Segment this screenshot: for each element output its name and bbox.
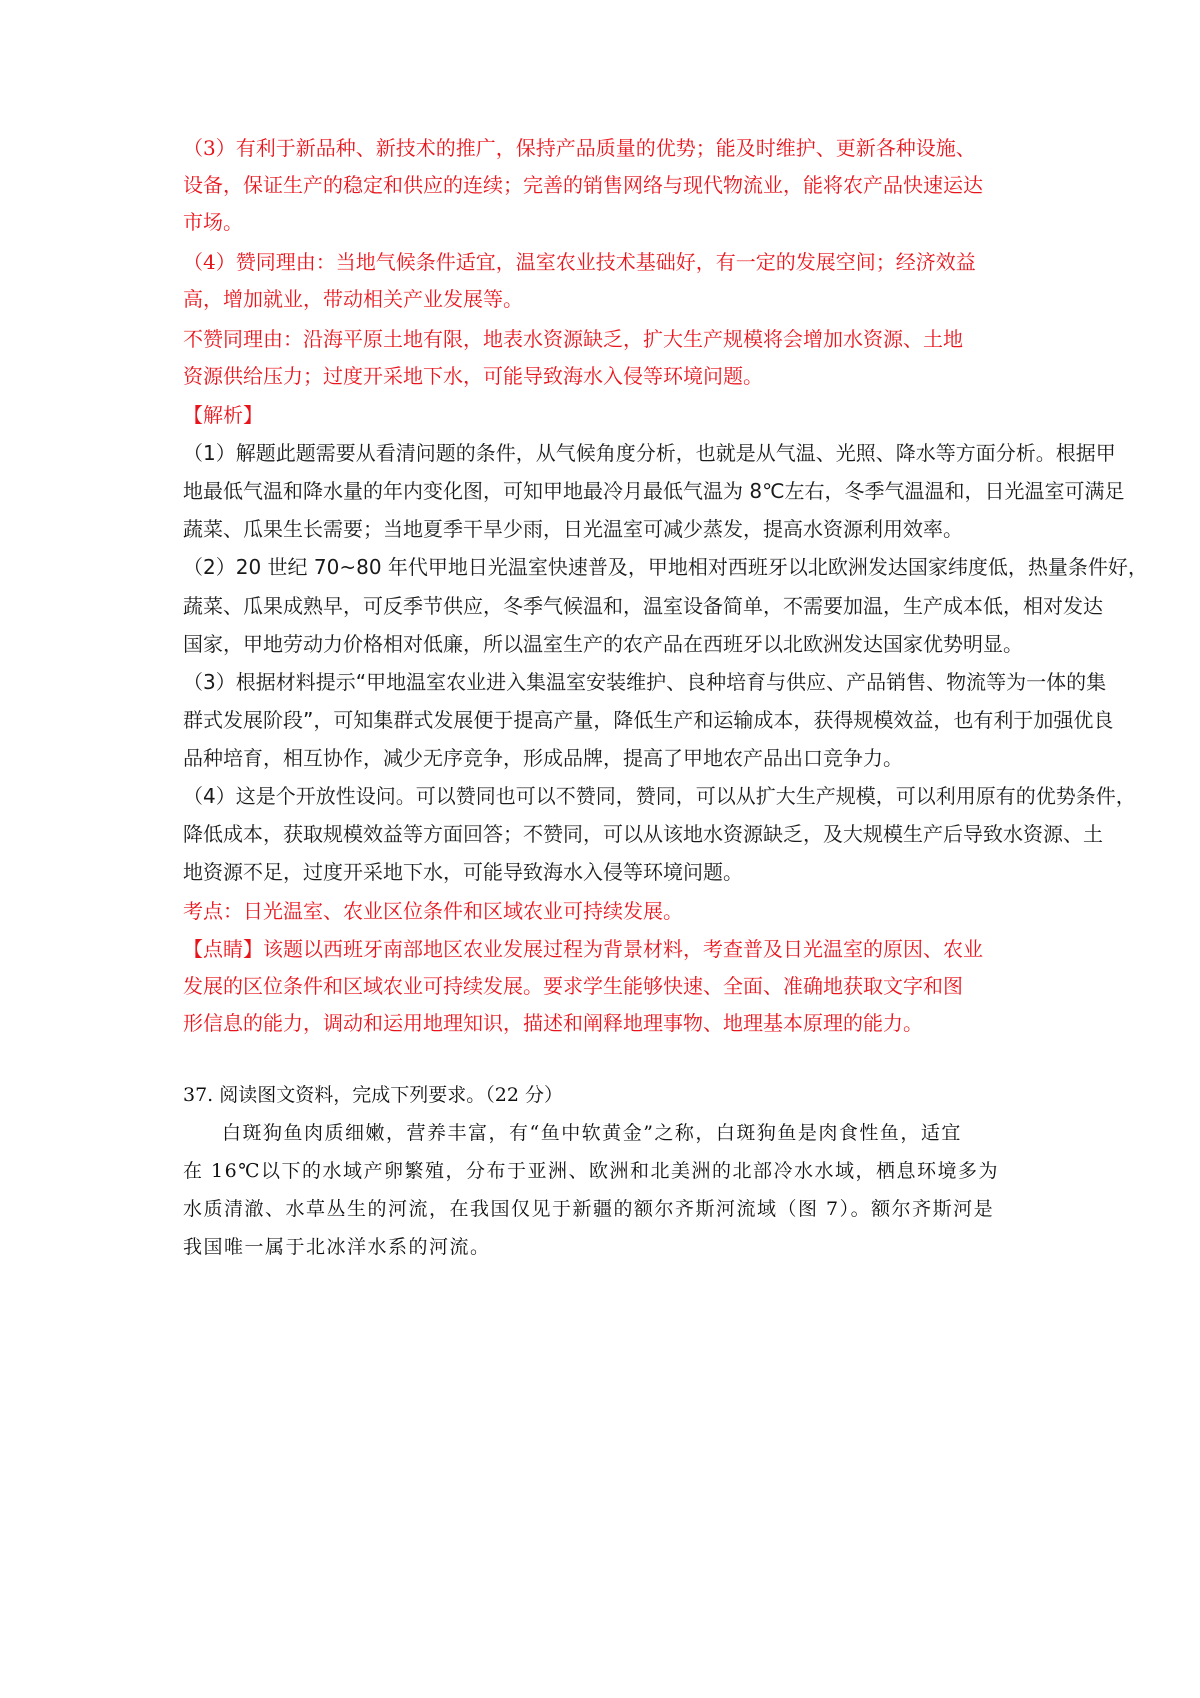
analysis-4-line-2: 降低成本，获取规模效益等方面回答；不赞同，可以从该地水资源缺乏，及大规模生产后导致水资源、土 xyxy=(183,822,1103,846)
dianjing-line-1 xyxy=(183,939,983,959)
analysis-3-line-1: （3）根据材料提示“甲地温室农业进入集温室安装维护、良种培育与供应、产品销售、物流等为一体的集 xyxy=(183,670,1107,694)
dianjing-text-1: 该题以西班牙南部地区农业发展过程为背景材料，考查普及日光温室的原因、农业 xyxy=(263,937,983,961)
question-37-passage-line-4: 我国唯一属于北冰洋水系的河流。 xyxy=(183,1236,491,1258)
dianjing-line-2: 发展的区位条件和区域农业可持续发展。要求学生能够快速、全面、准确地获取文字和图 xyxy=(183,974,963,998)
question-37-passage-line-1: 白斑狗鱼肉质细嫩，营养丰富，有“鱼中软黄金”之称，白斑狗鱼是肉食性鱼，适宜 xyxy=(222,1122,962,1144)
analysis-1-line-3: 蔬菜、瓜果生长需要；当地夏季干旱少雨，日光温室可减少蒸发，提高水资源利用效率。 xyxy=(183,517,963,541)
answer-3-line-3: 市场。 xyxy=(183,210,243,234)
dianjing-label: 【点睛】 xyxy=(183,937,263,961)
kaodian-line: 考点：日光温室、农业区位条件和区域农业可持续发展。 xyxy=(183,899,683,923)
analysis-1-line-1: （1）解题此题需要从看清问题的条件，从气候角度分析，也就是从气温、光照、降水等方面分析。根据甲 xyxy=(183,441,1116,465)
dianjing-line-3: 形信息的能力，调动和运用地理知识，描述和阐释地理事物、地理基本原理的能力。 xyxy=(183,1011,923,1035)
analysis-4-line-1: （4）这是个开放性设问。可以赞同也可以不赞同，赞同，可以从扩大生产规模，可以利用原有的优势条件， xyxy=(183,784,1136,808)
analysis-2-line-1: （2）20 世纪 70~80 年代甲地日光温室快速普及，甲地相对西班牙以北欧洲发达国家纬度低，热量条件好， xyxy=(183,555,1148,579)
analysis-1-line-2: 地最低气温和降水量的年内变化图，可知甲地最冷月最低气温为 8℃左右，冬季气温温和，日光温室可满足 xyxy=(183,479,1125,503)
question-37-passage-line-2: 在 16℃以下的水域产卵繁殖，分布于亚洲、欧洲和北美洲的北部冷水水域，栖息环境多为 xyxy=(183,1160,999,1182)
analysis-2-line-2: 蔬菜、瓜果成熟早，可反季节供应，冬季气候温和，温室设备简单，不需要加温，生产成本低，相对发达 xyxy=(183,594,1103,618)
analysis-2-line-3: 国家，甲地劳动力价格相对低廉，所以温室生产的农产品在西班牙以北欧洲发达国家优势明显。 xyxy=(183,632,1023,656)
answer-3-line-1: （3）有利于新品种、新技术的推广，保持产品质量的优势；能及时维护、更新各种设施、 xyxy=(183,136,976,160)
analysis-3-line-2: 群式发展阶段”，可知集群式发展便于提高产量，降低生产和运输成本，获得规模效益，也有利于加强优良 xyxy=(183,708,1114,732)
analysis-4-line-3: 地资源不足，过度开采地下水，可能导致海水入侵等环境问题。 xyxy=(183,860,743,884)
answer-4-line-2: 高，增加就业，带动相关产业发展等。 xyxy=(183,287,523,311)
answer-4-disagree-line-2: 资源供给压力；过度开采地下水，可能导致海水入侵等环境问题。 xyxy=(183,364,763,388)
answer-4-line-1: （4）赞同理由：当地气候条件适宜，温室农业技术基础好，有一定的发展空间；经济效益 xyxy=(183,250,976,274)
answer-3-line-2: 设备，保证生产的稳定和供应的连续；完善的销售网络与现代物流业，能将农产品快速运达 xyxy=(183,173,983,197)
analysis-3-line-3: 品种培育，相互协作，减少无序竞争，形成品牌，提高了甲地农产品出口竞争力。 xyxy=(183,746,903,770)
question-37-passage-line-3: 水质清澈、水草丛生的河流，在我国仅见于新疆的额尔齐斯河流域（图 7）。额尔齐斯河是 xyxy=(183,1198,995,1220)
question-37-title: 37. 阅读图文资料，完成下列要求。（22 分） xyxy=(183,1084,563,1106)
answer-4-disagree-line-1: 不赞同理由：沿海平原土地有限，地表水资源缺乏，扩大生产规模将会增加水资源、土地 xyxy=(183,327,963,351)
analysis-heading: 【解析】 xyxy=(183,403,263,427)
